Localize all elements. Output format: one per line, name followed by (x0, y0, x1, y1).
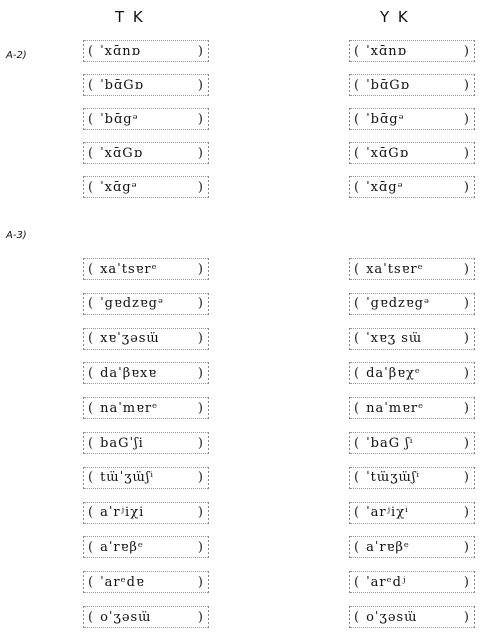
open-paren: ( (354, 609, 361, 625)
close-paren: ) (197, 331, 204, 347)
close-paren: ) (197, 609, 204, 625)
open-paren: ( (88, 77, 95, 93)
close-paren: ) (463, 609, 470, 625)
transcription-word: daˈβɐχᵉ (366, 365, 421, 381)
transcription-entry (84, 606, 208, 628)
open-paren: ( (354, 145, 361, 161)
transcription-entry (84, 467, 208, 489)
transcription-word: ˈbɑ̄Gɒ (366, 77, 411, 93)
transcription-word: ˈxɑ̄nɒ (100, 43, 141, 59)
transcription-entry (84, 40, 208, 62)
close-paren: ) (197, 539, 204, 555)
transcription-entry (84, 571, 208, 593)
transcription-entry (350, 74, 474, 96)
close-paren: ) (197, 261, 204, 277)
open-paren: ( (88, 365, 95, 381)
close-paren: ) (197, 296, 204, 312)
column-header-tk: T K (115, 8, 145, 26)
transcription-entry (350, 606, 474, 628)
open-paren: ( (354, 77, 361, 93)
transcription-word: ˈarᵉdʲ (366, 574, 407, 590)
transcription-entry (350, 362, 474, 384)
column-header-yk: Y K (380, 8, 410, 26)
transcription-entry (84, 293, 208, 315)
open-paren: ( (354, 261, 361, 277)
open-paren: ( (354, 400, 361, 416)
open-paren: ( (88, 111, 95, 127)
close-paren: ) (197, 111, 204, 127)
transcription-word: aˈrɐβᵉ (366, 539, 410, 555)
transcription-word: aˈrɐβᵉ (100, 539, 144, 555)
transcription-entry (350, 467, 474, 489)
close-paren: ) (463, 470, 470, 486)
transcription-word: ˈxɑ̄Gɒ (100, 145, 144, 161)
transcription-entry (350, 293, 474, 315)
open-paren: ( (354, 296, 361, 312)
close-paren: ) (463, 365, 470, 381)
transcription-word: ˈbɑ̄gᵊ (100, 111, 139, 127)
transcription-entry (350, 40, 474, 62)
transcription-entry (350, 571, 474, 593)
transcription-word: aˈrʲiχi (100, 505, 145, 521)
open-paren: ( (88, 261, 95, 277)
open-paren: ( (88, 435, 95, 451)
open-paren: ( (88, 145, 95, 161)
close-paren: ) (463, 539, 470, 555)
transcription-word: baGˈʃi (100, 435, 144, 451)
close-paren: ) (463, 111, 470, 127)
transcription-entry (350, 536, 474, 558)
open-paren: ( (88, 609, 95, 625)
close-paren: ) (197, 505, 204, 521)
transcription-entry (84, 74, 208, 96)
transcription-word: ˈbɑ̄gᵊ (366, 111, 405, 127)
transcription-entry (84, 362, 208, 384)
open-paren: ( (88, 539, 95, 555)
open-paren: ( (354, 111, 361, 127)
close-paren: ) (463, 179, 470, 195)
transcription-word: naˈmɐrᵉ (366, 400, 425, 416)
section-label-a2: A-2) (6, 50, 27, 61)
open-paren: ( (354, 365, 361, 381)
transcription-entry (84, 108, 208, 130)
transcription-word: xaˈtsɐrᵉ (100, 261, 158, 277)
open-paren: ( (354, 505, 361, 521)
open-paren: ( (88, 43, 95, 59)
close-paren: ) (463, 43, 470, 59)
open-paren: ( (88, 470, 95, 486)
open-paren: ( (354, 470, 361, 486)
close-paren: ) (197, 470, 204, 486)
transcription-word: ˈarʲiχⁱ (366, 505, 409, 521)
close-paren: ) (197, 435, 204, 451)
open-paren: ( (88, 331, 95, 347)
transcription-word: ˈxɑ̄gᵊ (100, 179, 138, 195)
transcription-word: ˈgɐdzɐgᵊ (366, 296, 431, 312)
transcription-entry (84, 176, 208, 198)
open-paren: ( (354, 179, 361, 195)
transcription-entry (84, 536, 208, 558)
transcription-word: oˈʒəsɯ̈ (366, 609, 418, 625)
transcription-word: oˈʒəsɯ̈ (100, 609, 152, 625)
transcription-entry (350, 176, 474, 198)
close-paren: ) (463, 400, 470, 416)
close-paren: ) (197, 179, 204, 195)
close-paren: ) (463, 435, 470, 451)
open-paren: ( (354, 435, 361, 451)
transcription-word: tɯ̈ˈʒɯ̈ʃⁱ (100, 470, 155, 486)
close-paren: ) (463, 331, 470, 347)
open-paren: ( (88, 505, 95, 521)
transcription-word: ˈbɑ̄Gɒ (100, 77, 145, 93)
transcription-entry (84, 328, 208, 350)
transcription-entry (350, 258, 474, 280)
open-paren: ( (88, 296, 95, 312)
transcription-word: ˈxɑ̄nɒ (366, 43, 407, 59)
transcription-word: ˈxɐʒ sɯ̈ (366, 331, 423, 347)
transcription-word: ˈbaG ʃⁱ (366, 435, 414, 451)
close-paren: ) (463, 574, 470, 590)
transcription-word: xaˈtsɐrᵉ (366, 261, 424, 277)
close-paren: ) (197, 77, 204, 93)
transcription-word: ˈtɯ̈ʒɯ̈ʃⁱ (366, 470, 421, 486)
transcription-entry (84, 397, 208, 419)
transcription-entry (84, 432, 208, 454)
transcription-word: daˈβɐxɐ (100, 365, 158, 381)
transcription-entry (350, 328, 474, 350)
open-paren: ( (354, 331, 361, 347)
close-paren: ) (197, 145, 204, 161)
transcription-word: ˈarᵉdɐ (100, 574, 145, 590)
transcription-entry (350, 142, 474, 164)
open-paren: ( (88, 400, 95, 416)
transcription-word: xɐˈʒəsɯ̈ (100, 331, 160, 347)
transcription-word: ˈgɐdzɐgᵊ (100, 296, 165, 312)
transcription-entry (350, 432, 474, 454)
open-paren: ( (354, 43, 361, 59)
transcription-entry (350, 108, 474, 130)
close-paren: ) (197, 574, 204, 590)
section-label-a3: A-3) (6, 230, 27, 241)
transcription-entry (350, 502, 474, 524)
transcription-word: ˈxɑ̄Gɒ (366, 145, 410, 161)
close-paren: ) (463, 505, 470, 521)
open-paren: ( (354, 574, 361, 590)
transcription-entry (84, 258, 208, 280)
close-paren: ) (463, 145, 470, 161)
transcription-word: ˈxɑ̄gᵊ (366, 179, 404, 195)
close-paren: ) (463, 261, 470, 277)
transcription-entry (84, 502, 208, 524)
transcription-word: naˈmɐrᵉ (100, 400, 159, 416)
open-paren: ( (88, 574, 95, 590)
close-paren: ) (197, 400, 204, 416)
close-paren: ) (197, 365, 204, 381)
open-paren: ( (88, 179, 95, 195)
close-paren: ) (197, 43, 204, 59)
transcription-entry (350, 397, 474, 419)
close-paren: ) (463, 77, 470, 93)
close-paren: ) (463, 296, 470, 312)
transcription-entry (84, 142, 208, 164)
open-paren: ( (354, 539, 361, 555)
